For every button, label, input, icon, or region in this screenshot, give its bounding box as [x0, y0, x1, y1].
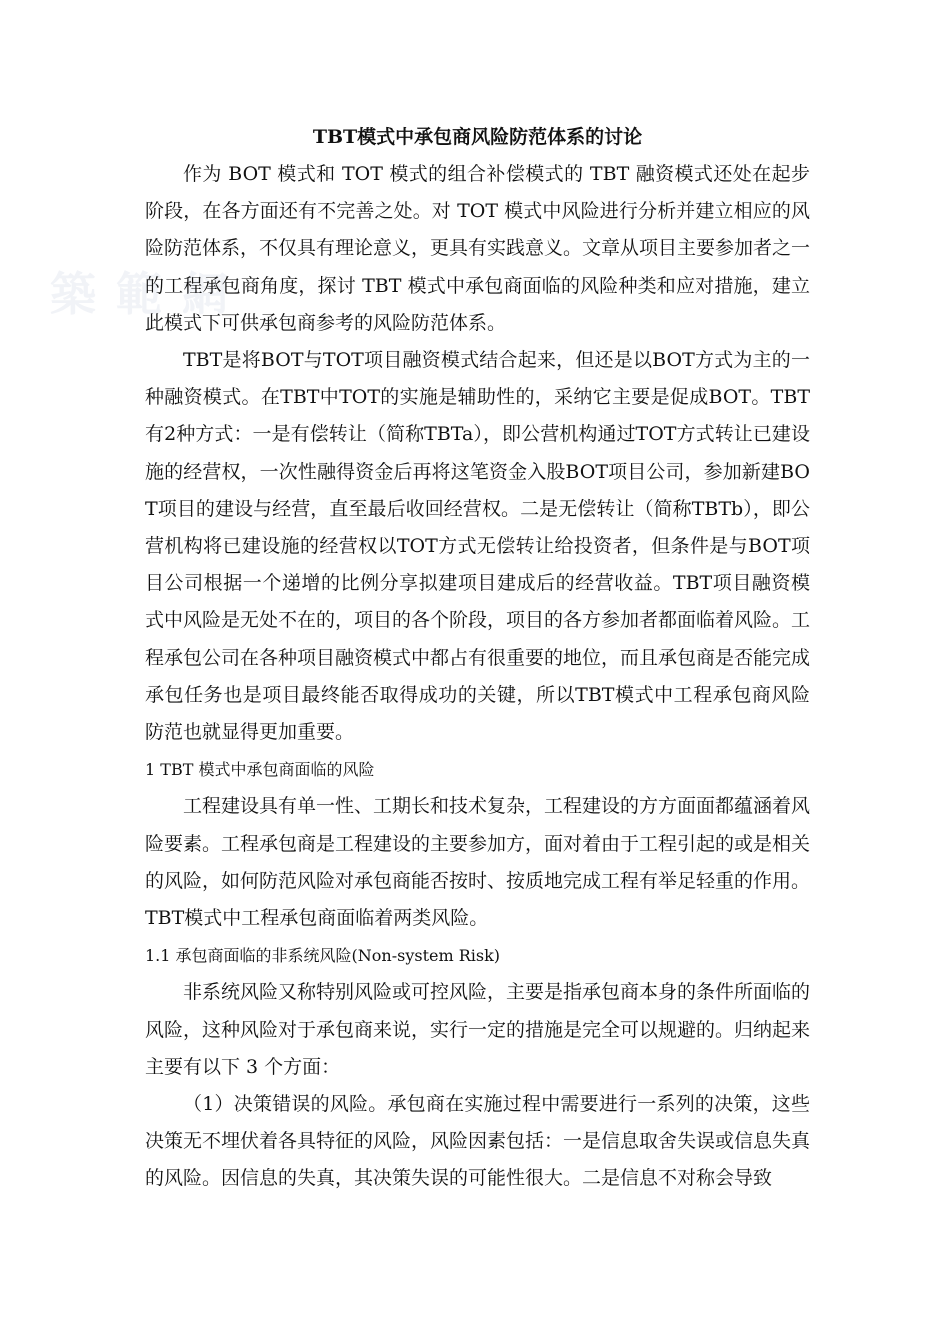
list-item-decision-risk: （1）决策错误的风险。承包商在实施过程中需要进行一系列的决策，这些决策无不埋伏着各具特征的风险，风险因素包括：一是信息取舍失误或信息失真的风险。因信息的失真，其决策失误的可能性很大。二是信息不对称会导致 [145, 1093, 811, 1190]
document-title: TBT模式中承包商风险防范体系的讨论 [312, 126, 643, 148]
abstract-paragraph: 作为 BOT 模式和 TOT 模式的组合补偿模式的 TBT 融资模式还处在起步阶段，在各方面还有不完善之处。对 TOT 模式中风险进行分析并建立相应的风险防范体系，不仅具有理论意义，更具有实践意义。文章从项目主要参加者之一的工程承包商角度，探讨 TBT 模式中承包商面临的风险种类和应对措施，建立此模式下可供承包商参考的风险防范体系。 [145, 163, 811, 334]
document-body [145, 120, 810, 1198]
section-1-1-paragraph: 非系统风险又称特别风险或可控风险，主要是指承包商本身的条件所面临的风险，这种风险对于承包商来说，实行一定的措施是完全可以规避的。归纳起来主要有以下 3 个方面： [145, 981, 811, 1078]
section-1-heading: 1 TBT 模式中承包商面临的风险 [145, 760, 375, 780]
section-1-paragraph: 工程建设具有单一性、工期长和技术复杂，工程建设的方方面面都蕴涵着风险要素。工程承包商是工程建设的主要参加方，面对着由于工程引起的或是相关的风险，如何防范风险对承包商能否按时、按质地完成工程有举足轻重的作用。TBT模式中工程承包商面临着两类风险。 [145, 795, 811, 930]
watermark: 築 範 網 [50, 267, 231, 321]
intro-paragraph: TBT是将BOT与TOT项目融资模式结合起来，但还是以BOT方式为主的一种融资模式。在TBT中TOT的实施是辅助性的，采纳它主要是促成BOT。TBT有2种方式：一是有偿转让（简称TBTa），即公营机构通过TOT方式转让已建设施的经营权，一次性融得资金后再将这笔资金入股BOT项目公司，参加新建BOT项目的建设与经营，直至最后收回经营权。二是无偿转让（简称TBTb），即公营机构将已建设施的经营权以TOT方式无偿转让给投资者，但条件是与BOT项目公司根据一个递增的比例分享拟建项目建成后的经营收益。TBT项目融资模式中风险是无处不在的，项目的各个阶段，项目的各方参加者都面临着风险。工程承包公司在各种项目融资模式中都占有很重要的地位，而且承包商是否能完成承包任务也是项目最终能否取得成功的关键，所以TBT模式中工程承包商风险防范也就显得更加重要。 [145, 349, 811, 744]
section-1-1-heading: 1.1 承包商面临的非系统风险(Non-system Risk) [145, 946, 501, 966]
